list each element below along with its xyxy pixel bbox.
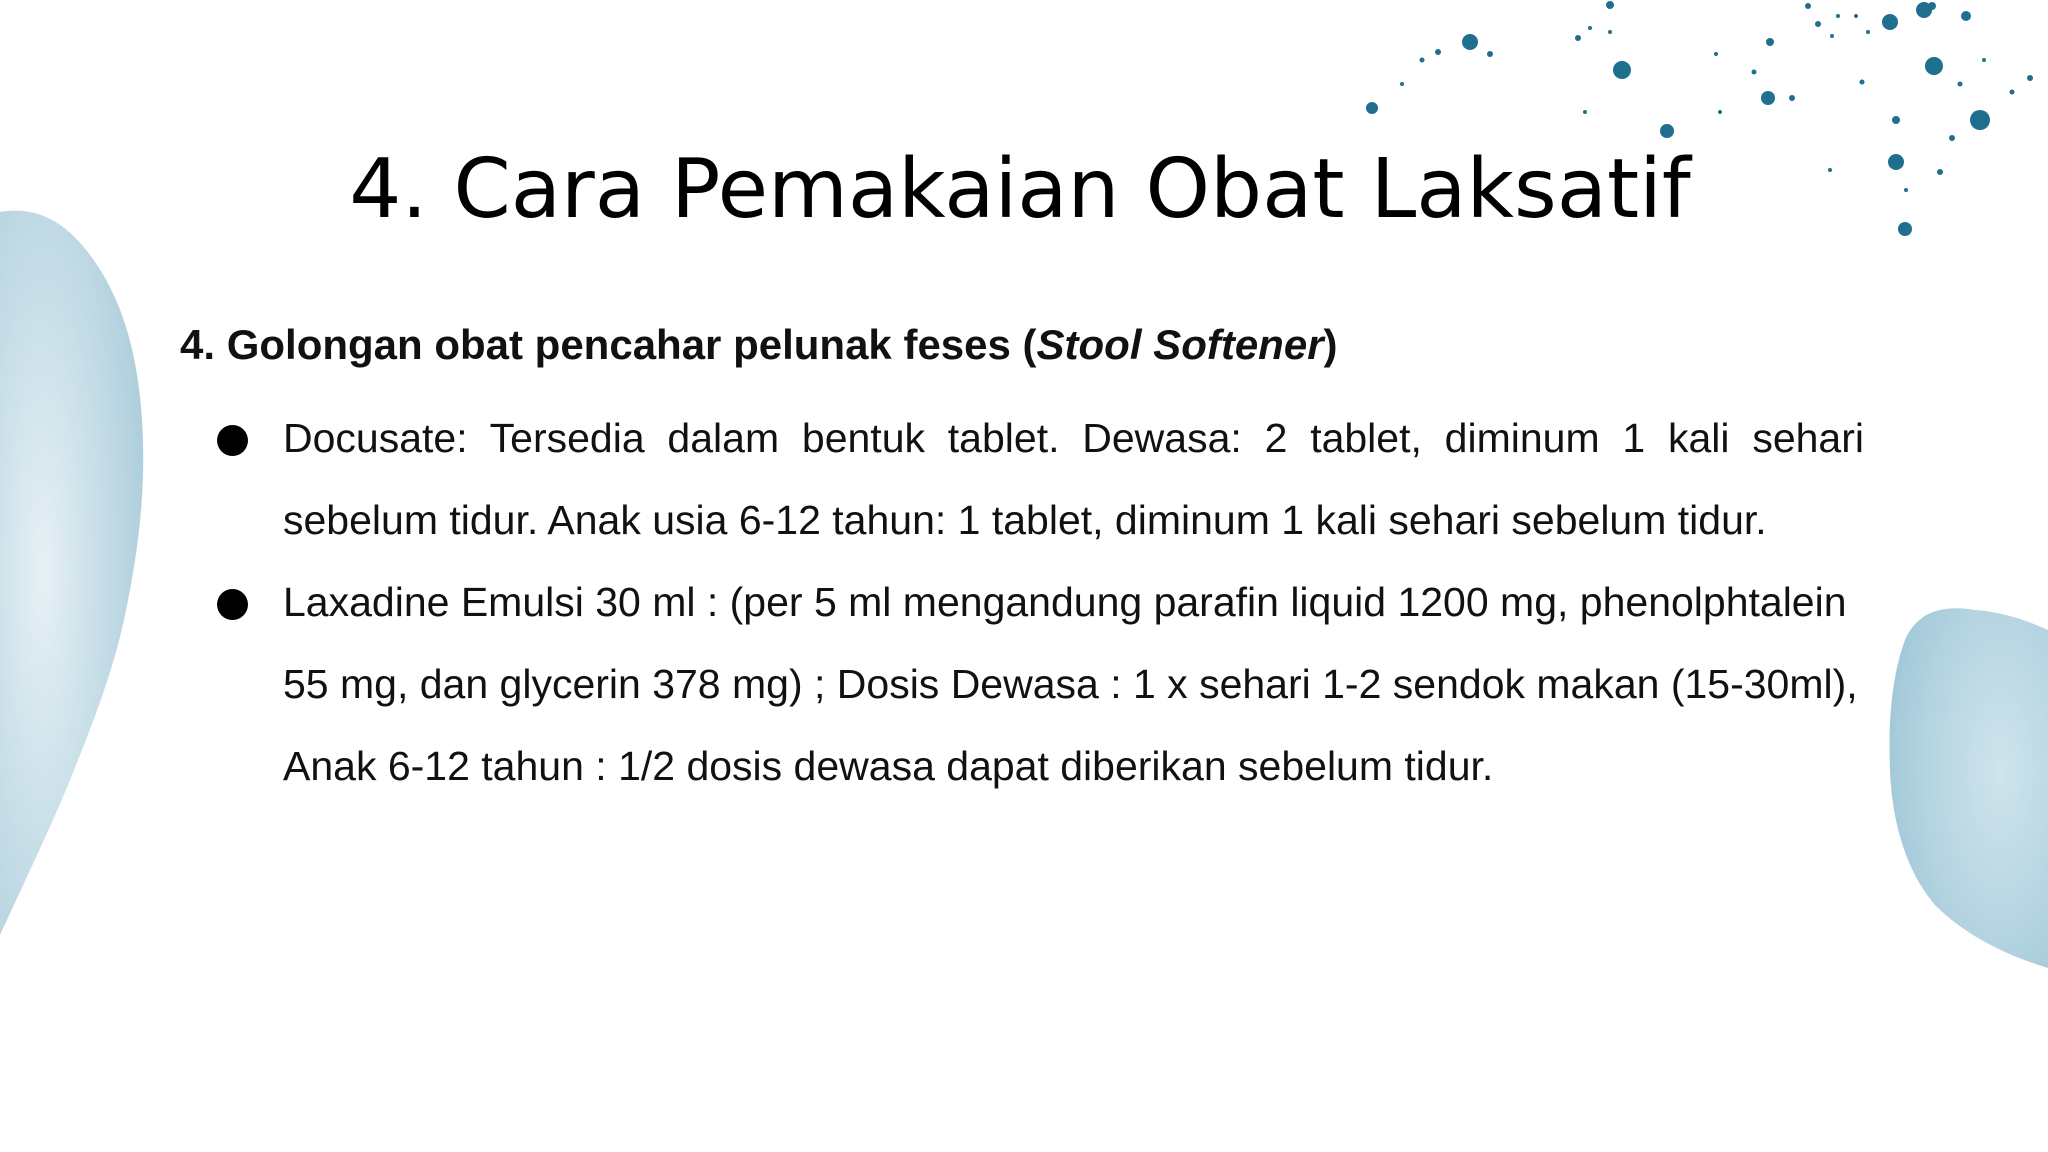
- bullet-list: [180, 397, 1864, 807]
- slide-content: [180, 315, 1864, 807]
- bullet-dot-icon: [217, 589, 248, 620]
- bullet-text: Docusate: Tersedia dalam bentuk tablet. Dewasa: 2 tablet, diminum 1 kali sehari sebelum tidur. Anak usia 6-12 tahun: 1 tablet, diminum 1 kali sehari sebelum tidur.: [283, 415, 1864, 543]
- bullet-item-docusate: [180, 397, 1864, 561]
- bullet-item-laxadine: [180, 561, 1864, 807]
- bullet-text: Laxadine Emulsi 30 ml : (per 5 ml mengandung parafin liquid 1200 mg, phenolphtalein 55 mg, dan glycerin 378 mg) ; Dosis Dewasa : 1 x sehari 1-2 sendok makan (15-30ml), Anak 6-12 tahun : 1/2 dosis dewasa dapat diberikan sebelum tidur.: [283, 579, 1858, 789]
- section-heading: [180, 315, 1864, 375]
- slide-title-text: 4. Cara Pemakaian Obat Laksatif: [349, 142, 1691, 237]
- watercolor-blob-right: [1890, 608, 2048, 968]
- slide-title: [0, 140, 2048, 240]
- section-heading-prefix: 4. Golongan obat pencahar pelunak feses (: [180, 321, 1037, 368]
- bullet-dot-icon: [217, 425, 248, 456]
- section-heading-suffix: ): [1323, 321, 1338, 368]
- section-heading-italic: Stool Softener: [1036, 321, 1324, 368]
- watercolor-blob-left: [0, 211, 143, 935]
